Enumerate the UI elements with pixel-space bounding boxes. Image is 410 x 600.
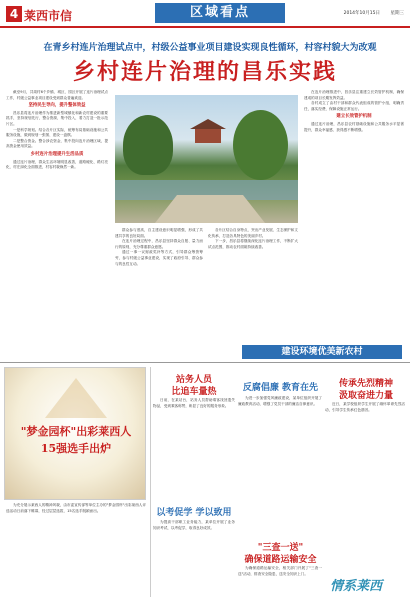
column-divider [150, 367, 151, 597]
article-body [238, 566, 322, 598]
page-title: 区域看点 [155, 3, 285, 23]
article-headline: 反腐倡廉 教育在先 [242, 383, 319, 393]
article-body [238, 396, 322, 536]
article-headline: 汲取奋进力量 [338, 391, 393, 401]
article-body [325, 402, 405, 567]
article-column-1 [6, 90, 108, 358]
article-body [153, 398, 235, 498]
page-badge: 4 [6, 6, 22, 22]
paragraph: 为确保道路运输安全，相关部门开展了"三查一送"活动，排查安全隐患，送安全知识上门。 [238, 566, 322, 576]
section-subhead: 乡村连片治理提升生活品质 [30, 151, 84, 157]
weekday: 星期三 [390, 11, 404, 16]
article-headline: 确保道路运输安全 [244, 555, 317, 565]
paragraph: 各村成立了由村干部和群众代表组成的管护小组，明确责任，落实经费，保障设施正常运行。 [304, 101, 404, 111]
article-column-2 [115, 228, 203, 358]
column-logo: 情系莱西 [330, 579, 383, 594]
poster-title-line-1: "梦金园杯"出彩莱西人 [20, 425, 132, 438]
paragraph: 为提高干部职工业务能力，某单位开展了业务知识考试，以考促学，取得良好成效。 [153, 520, 235, 530]
article-column-3 [208, 228, 298, 358]
slogan-banner: 建设环境优美新农村 [242, 345, 402, 359]
paragraph: 群众参与度高，自主建设意识明显增强，形成了共建共享的良好局面。 [115, 228, 203, 238]
article-headline: 以考促学 学以致用 [156, 508, 232, 518]
paragraph: 截至9月，共周村6个乡镇、城区、园区开展了连片治理试点工作，村级公益事业项目建设受到群众普遍欢迎。 [6, 90, 108, 100]
paragraph: 下一步，昌乐县将继续深化连片治理工作，不断扩大试点范围，推动农村面貌持续改善。 [208, 239, 298, 249]
paragraph: 为充分展示莱西人的精神风貌，由市委宣传部等单位主办的"梦金园杯"出彩莱西人评选活动日前落下帷幕，经过层层选拔，15名选手脱颖而出。 [6, 503, 146, 513]
tree-shape [233, 110, 288, 180]
section-subhead: 坚持民生导向，提升整体效益 [28, 103, 86, 109]
paragraph: 通过连片治理，群众生活环境明显改善，道路硬化、路灯亮化、村庄绿化全面推进，村容村貌焕然一新。 [6, 159, 108, 170]
main-headline: 乡村连片治理的昌乐实践 [72, 59, 337, 85]
paragraph: 通过连片治理，昌乐县农村基础设施和公共服务水平显著提升，群众幸福感、获得感不断增强。 [304, 121, 404, 132]
paragraph: 各片区结合自身特点，突出产业发展、生态保护和文化传承，打造各具特色的美丽乡村。 [208, 228, 298, 238]
subheadline: 在青乡村连片治理试点中，村级公益事业项目建设实现良性循环，村容村貌大为改观 [43, 43, 377, 53]
paragraph: 近日，某学校组织学生开展了缅怀革命先烈活动，引导学生传承红色基因。 [325, 402, 405, 412]
pavilion-shape [190, 119, 226, 147]
paragraph: 在连片治理推进中，昌乐县注重建立长效管护机制，确保建成的项目长期发挥效益。 [304, 90, 404, 100]
paragraph: 为进一步加强党风廉政建设，某单位组织开展了廉政教育活动，增强了党员干部的廉洁自律意识。 [238, 396, 322, 406]
article-headline: 传承先烈精神 [338, 379, 393, 389]
article-headline: "三查一送" [257, 543, 304, 553]
article-column-4 [304, 90, 404, 342]
paragraph: 二是整合资金。整合涉农资金，集中投向连片治理区域，提高资金使用效益。 [6, 138, 108, 149]
section-divider [0, 362, 410, 363]
issue-date: 2014年10月15日 [343, 11, 380, 16]
paragraph: 通过一事一议财政奖补等方式，引导群众筹资筹劳，参与村级公益事业建设，实现了政府引导、群众参与的良性互动。 [115, 250, 203, 266]
article-headline: 站务人员 [175, 375, 212, 385]
section-name: 莱西市信 [24, 9, 73, 23]
tree-shape [123, 115, 173, 175]
poster-title-line-2: 15强选手出炉 [40, 442, 112, 455]
paragraph: 日前，在某站台，站务人员帮助乘客找回遗失物品，受到乘客称赞，彰显了良好的服务形象。 [153, 398, 235, 408]
page-header [0, 0, 410, 28]
poster-decoration [45, 378, 107, 418]
landscape-photo [115, 95, 298, 223]
paragraph: 在连片治理过程中，昌乐县坚持群众自愿、量力而行的原则，充分尊重群众意愿。 [115, 239, 203, 249]
paragraph: 昌乐县将连片治理作为推进新型城镇化和新农村建设的重要抓手，坚持规划先行，整合资源，集中投入，着力打造一批示范片区。 [6, 110, 108, 126]
poster-article [6, 503, 146, 595]
article-body [153, 520, 235, 596]
article-headline: 比追车量热 [171, 387, 217, 397]
section-subhead: 建立长效管护机制 [336, 114, 372, 120]
paragraph: 一是科学规划。结合各片区实际，统筹布局基础设施和公共服务设施，做到规划一张图、建设一盘棋。 [6, 127, 108, 138]
contest-poster [4, 367, 146, 500]
